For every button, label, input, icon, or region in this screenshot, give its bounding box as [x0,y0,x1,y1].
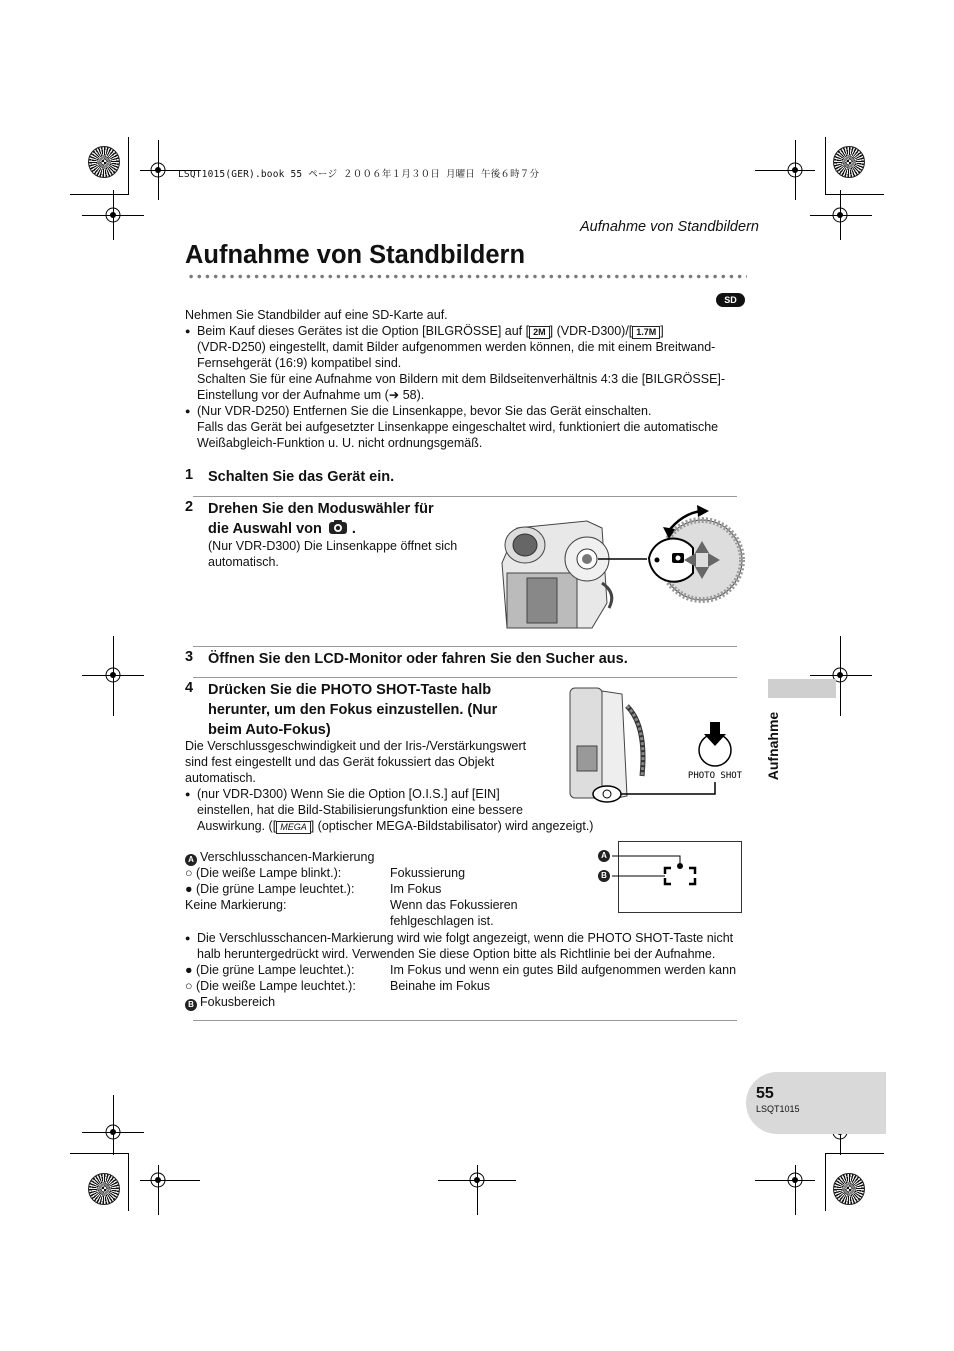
intro-line: Einstellung vor der Aufnahme um (➜ 58). [197,388,425,402]
legend-b-label: Fokusbereich [200,995,276,1009]
step-2-note: automatisch. [208,555,279,569]
legend-key: ○ (Die weiße Lampe blinkt.): [185,866,342,880]
intro-line: Fernsehgerät (16:9) kompatibel sind. [197,356,402,370]
camcorder-photo-shot-illustration [567,686,747,806]
step-4-text-part: ] (optischer MEGA-Bildstabilisator) wird angezeigt.) [310,819,594,833]
step-1-number: 1 [185,467,194,483]
running-title: Aufnahme von Standbildern [580,219,759,235]
legend-value: Beinahe im Fokus [390,979,491,993]
legend-b [185,994,275,1011]
page-title: Aufnahme von Standbildern [185,241,526,269]
section-tab [768,679,836,698]
intro-line: Schalten Sie für eine Aufnahme von Bildern mit dem Bildseitenverhältnis 4:3 die [BILGRÖSSE]- [197,372,726,386]
step-4-text: sind fest eingestellt und das Gerät fokussiert das Objekt [185,755,495,769]
legend-a-label: Verschlusschancen-Markierung [200,850,375,864]
intro-bullet-1 [197,323,664,339]
legend-key: Keine Markierung: [185,898,287,912]
step-4-text-part: Auswirkung. ([ [197,819,277,833]
step-4-line-3: beim Auto-Fokus) [208,722,331,738]
step-4-text: einstellen, hat die Bild-Stabilisierungsfunktion eine bessere [197,803,523,817]
step-2-label: die Auswahl von [208,521,322,537]
step-3-text: Öffnen Sie den LCD-Monitor oder fahren Sie den Sucher aus. [208,651,628,667]
page-code: LSQT1015 [756,1104,800,1114]
intro-bullet-2: ● (Nur VDR-D250) Entfernen Sie die Linsenkappe, bevor Sie das Gerät einschalten. [197,403,651,419]
legend-value: fehlgeschlagen ist. [390,914,494,928]
mega-ois-icon: MEGA [276,821,311,834]
step-2-number: 2 [185,499,194,515]
sd-badge: SD [716,293,745,307]
page-number-badge-fill [820,1072,884,1134]
step-4-line-1: Drücken Sie die PHOTO SHOT-Taste halb [208,682,492,698]
camcorder-mode-dial-illustration [497,503,745,633]
divider [193,496,737,497]
step-2-line-2: die Auswahl von . [208,521,356,537]
divider [193,1020,737,1021]
intro-line: Nehmen Sie Standbilder auf eine SD-Karte auf. [185,308,448,322]
marker-a-icon: A [185,854,197,866]
marker-leader-lines [610,855,685,880]
intro-text: Beim Kauf dieses Gerätes ist die Option [BILGRÖSSE] auf [ [197,324,530,338]
page-number: 55 [756,1085,774,1102]
legend-key: ○ (Die weiße Lampe leuchtet.): [185,979,356,993]
legend-value: Im Fokus [390,882,442,896]
step-2-note: (Nur VDR-D300) Die Linsenkappe öffnet sich [208,539,458,553]
step-3-number: 3 [185,649,194,665]
step-4-text [197,818,593,834]
print-header: LSQT1015(GER).book 55 ページ ２００６年１月３０日 月曜日 午後６時７分 [178,169,540,180]
legend-key: ● (Die grüne Lampe leuchtet.): [185,963,355,977]
marker-b-icon: B [598,870,610,882]
step-4-text: Die Verschlussgeschwindigkeit und der Iris-/Verstärkungswert [185,739,527,753]
legend-note: ● Die Verschlusschancen-Markierung wird wie folgt angezeigt, wenn die PHOTO SHOT-Taste nicht [197,930,733,946]
intro-line: Falls das Gerät bei aufgesetzter Linsenkappe eingeschaltet wird, funktioniert die automatische [197,420,719,434]
camera-mode-icon [328,519,348,535]
marker-b-icon: B [185,999,197,1011]
legend-value: Im Fokus und wenn ein gutes Bild aufgenommen werden kann [390,963,737,977]
legend-note: halb heruntergedrückt wird. Verwenden Sie diese Option bitte als Richtlinie bei der Aufnahme. [197,947,716,961]
step-2-line-1: Drehen Sie den Moduswähler für [208,501,434,517]
legend-value: Fokussierung [390,866,466,880]
step-4-text: automatisch. [185,771,256,785]
intro-text: ] (VDR-D300)/[ [549,324,633,338]
intro-text: ] [660,324,664,338]
step-4-bullet: ● (nur VDR-D300) Wenn Sie die Option [O.I.S.] auf [EIN] [197,786,500,802]
divider [193,646,737,647]
title-dotted-rule [187,274,747,279]
step-1-text: Schalten Sie das Gerät ein. [208,469,395,485]
size-2m-icon: 2M [529,326,550,339]
intro-line: Weißabgleich-Funktion u. U. nicht ordnungsgemäß. [197,436,483,450]
marker-a-icon: A [598,850,610,862]
legend-value: Wenn das Fokussieren [390,898,518,912]
legend-key: ● (Die grüne Lampe leuchtet.): [185,882,355,896]
divider [193,677,737,678]
section-tab-label: Aufnahme [765,711,781,781]
step-4-number: 4 [185,680,194,696]
photo-shot-label: PHOTO SHOT [687,771,743,781]
legend-a [185,849,374,866]
step-4-line-2: herunter, um den Fokus einzustellen. (Nur [208,702,498,718]
intro-line: (VDR-D250) eingestellt, damit Bilder aufgenommen werden können, die mit einem Breitwand- [197,340,716,354]
size-17m-icon: 1.7M [632,326,660,339]
